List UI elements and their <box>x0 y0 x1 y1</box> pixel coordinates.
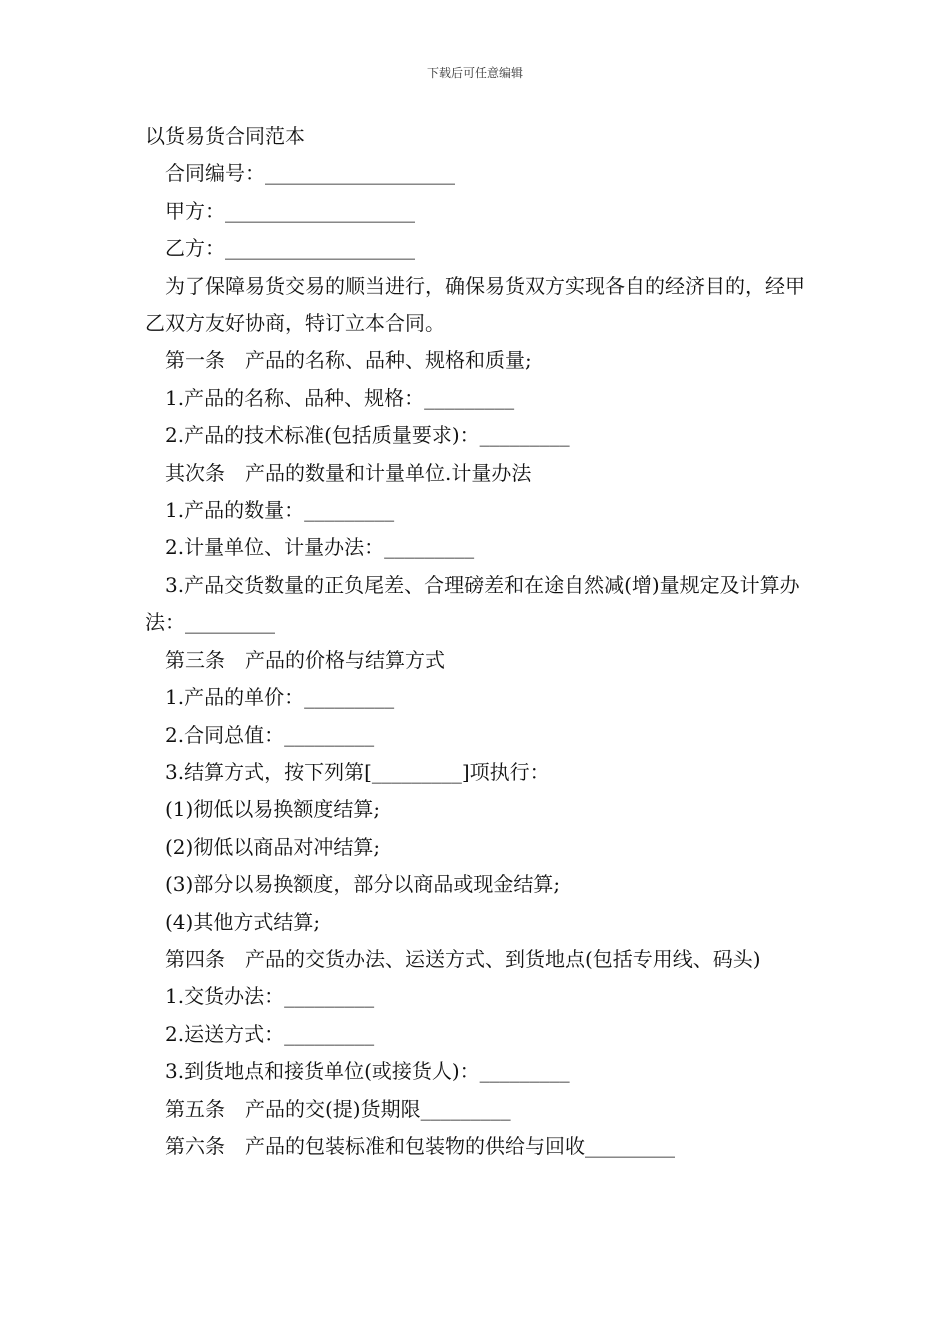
contract-line: 3.结算方式，按下列第[_________]项执行： <box>165 759 550 784</box>
contract-line: 1.产品的数量：_________ <box>165 498 395 523</box>
contract-line: 3.产品交货数量的正负尾差、合理磅差和在途自然减(增)量规定及计算办法：_________ <box>145 572 800 635</box>
contract-line: (3)部分以易换额度，部分以商品或现金结算; <box>165 872 561 897</box>
contract-line: (2)彻低以商品对冲结算; <box>165 834 381 859</box>
contract-line: 第一条 产品的名称、品种、规格和质量; <box>165 348 532 373</box>
contract-line: (1)彻低以易换额度结算; <box>165 797 381 822</box>
page-header-note: 下载后可任意编辑 <box>426 66 523 80</box>
contract-line: 1.产品的名称、品种、规格：_________ <box>165 385 515 410</box>
contract-body <box>145 118 810 1165</box>
contract-line: 甲方：___________________ <box>165 198 415 223</box>
contract-line: 2.产品的技术标准(包括质量要求)：_________ <box>165 423 570 448</box>
contract-line: 3.到货地点和接货单位(或接货人)：_________ <box>165 1059 570 1084</box>
document-title: 以货易货合同范本 <box>145 124 305 148</box>
contract-line: 1.产品的单价：_________ <box>165 685 395 710</box>
contract-line: 2.运送方式：_________ <box>165 1021 375 1046</box>
contract-line: (4)其他方式结算; <box>165 909 321 934</box>
contract-line: 2.计量单位、计量办法：_________ <box>165 535 475 560</box>
contract-line: 合同编号：___________________ <box>165 161 455 186</box>
contract-line: 第四条 产品的交货办法、运送方式、到货地点(包括专用线、码头) <box>165 946 761 971</box>
contract-line: 其次条 产品的数量和计量单位.计量办法 <box>165 460 532 485</box>
contract-line: 1.交货办法：_________ <box>165 984 375 1009</box>
contract-line: 第五条 产品的交(提)货期限_________ <box>165 1096 511 1121</box>
contract-line: 为了保障易货交易的顺当进行，确保易货双方实现各自的经济目的，经甲乙双方友好协商，特订立本合同。 <box>145 273 805 336</box>
contract-line: 第三条 产品的价格与结算方式 <box>165 647 445 672</box>
contract-lines <box>145 155 810 1165</box>
contract-line: 2.合同总值：_________ <box>165 722 375 747</box>
contract-line: 乙方：___________________ <box>165 236 415 261</box>
contract-line: 第六条 产品的包装标准和包装物的供给与回收_________ <box>165 1133 675 1158</box>
